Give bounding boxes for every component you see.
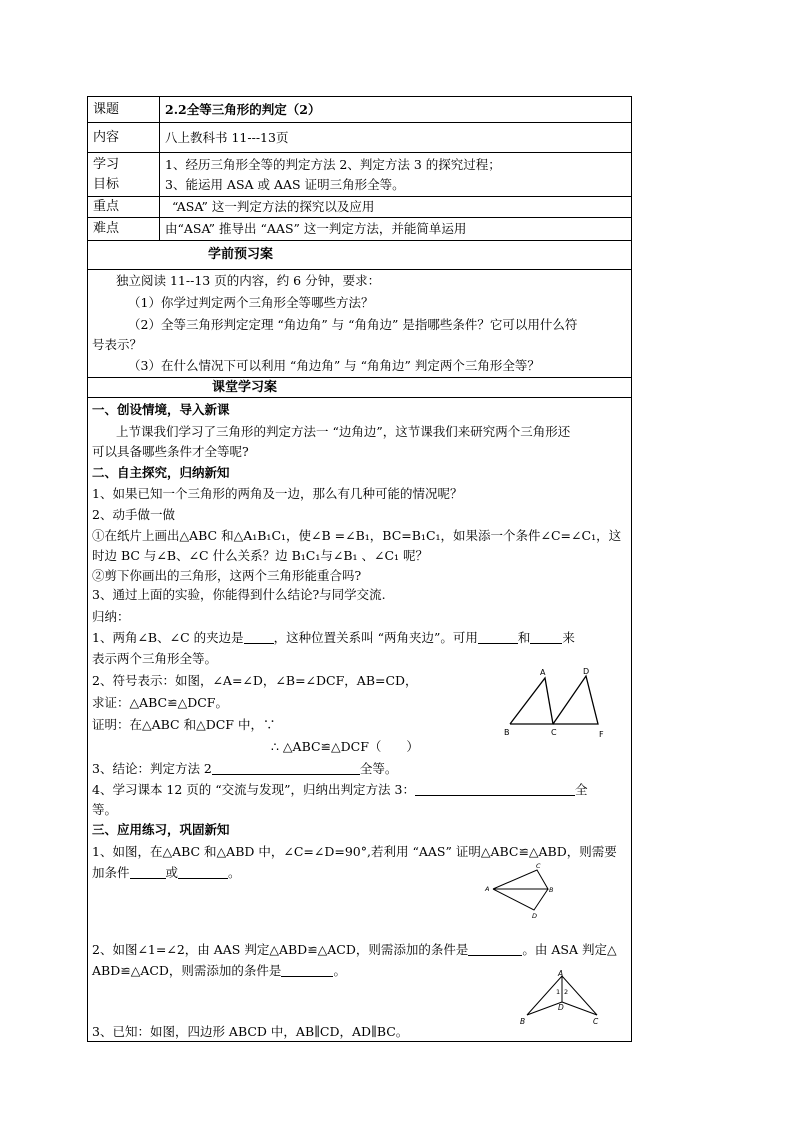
blank-e2-asa[interactable] (281, 963, 333, 977)
line-5: ②剪下你画出的三角形，这两个三角形能重合吗? (92, 568, 362, 583)
s1-line-b: 可以具备哪些条件才全等呢? (92, 444, 249, 459)
fig2-label-a: A (485, 885, 490, 893)
e1-part-b: 加条件 (92, 865, 130, 880)
line-6: 3、通过上面的实验，你能得到什么结论?与同学交流. (92, 587, 386, 602)
line-2: 2、动手做一做 (92, 507, 175, 522)
e2-part-c: ABD≌△ACD，则需添加的条件是 (92, 963, 282, 978)
line-15-part-a: 4、学习课本 12 页的 “交流与发现”，归纳出判定方法 3： (92, 782, 415, 797)
goal-line-2: 3、能运用 ASA 或 AAS 证明三角形全等。 (165, 177, 405, 192)
row-topic (88, 97, 631, 123)
fig1-label-b: B (504, 728, 510, 737)
preview-title: 学前预习案 (208, 247, 274, 262)
blank-method-2[interactable] (212, 761, 360, 775)
fig2-label-c: C (536, 862, 541, 870)
fig1-label-c: C (551, 728, 557, 737)
line-14 (92, 757, 397, 780)
goals-label-line1: 学习 (93, 157, 120, 172)
exercise-2-line-b (92, 959, 346, 982)
preview-q1: （1）你学过判定两个三角形全等哪些方法？ (128, 295, 374, 310)
row-difficulty (88, 218, 631, 241)
blank-e2-aas[interactable] (468, 942, 522, 956)
topic-value: 2.2全等三角形的判定（2） (165, 102, 321, 117)
goals-value (165, 153, 627, 195)
line-3: ①在纸片上画出△ABC 和△A₁B₁C₁，使∠B =∠B₁，BC=B₁C₁，如果添一个条件∠C=∠C₁，这 (92, 528, 622, 543)
preview-q2b: 号表示？ (92, 337, 143, 352)
line-7: 归纳： (92, 609, 130, 624)
key-label: 重点 (88, 197, 160, 217)
topic-label: 课题 (88, 97, 160, 122)
blank-e1-condition-1[interactable] (130, 865, 166, 879)
line-1: 1、如果已知一个三角形的两角及一边，那么有几种可能的情况呢？ (92, 486, 463, 501)
e2-part-b: 。由 ASA 判定△ (522, 942, 617, 957)
difficulty-label: 难点 (88, 218, 160, 240)
fig3-label-c: C (593, 1017, 599, 1026)
row-preview-title (88, 241, 631, 270)
row-key (88, 197, 631, 218)
line-8 (92, 626, 575, 649)
preview-q3: （3）在什么情况下可以利用 “角边角” 与 “角角边” 判定两个三角形全等？ (128, 358, 540, 373)
row-preview-content (88, 270, 631, 378)
line-11: 求证：△ABC≌△DCF。 (92, 695, 228, 710)
classroom-title: 课堂学习案 (212, 380, 278, 395)
goals-label-line2: 目标 (93, 177, 120, 192)
figure-angle-bisector (515, 970, 605, 1030)
line-16: 等。 (92, 802, 118, 817)
fig3-label-a: A (558, 970, 564, 978)
content-value: 八上教科书 11---13页 (165, 130, 289, 145)
goals-label (88, 153, 160, 196)
fig3-label-b: B (520, 1017, 526, 1026)
s1-line-a: 上节课我们学习了三角形的判定方法一 “边角边”，这节课我们来研究两个三角形还 (116, 424, 571, 439)
blank-notation-1[interactable] (478, 630, 518, 644)
section-2-title: 二、自主探究，归纳新知 (92, 465, 230, 480)
triangle-abc-small (493, 870, 548, 889)
line-8-part-d: 来 (562, 630, 575, 645)
goal-line-1: 1、经历三角形全等的判定方法 2、判定方法 3 的探究过程； (165, 157, 501, 172)
blank-method-3[interactable] (415, 782, 575, 796)
line-4: 时边 BC 与∠B、∠C 什么关系？边 B₁C₁与∠B₁ 、∠C₁ 呢？ (92, 548, 429, 563)
fig1-label-a: A (540, 668, 546, 677)
row-classroom-title (88, 378, 631, 398)
line-12: 证明：在△ABC 和△DCF 中，∵ (92, 717, 276, 732)
triangle-dcf (553, 676, 598, 724)
exercise-1-line-a: 1、如图，在△ABC 和△ABD 中，∠C=∠D=90°,若利用 “AAS” 证明△ABC≌△ABD，则需要 (92, 844, 617, 859)
fig2-label-d: D (532, 912, 538, 920)
section-3-title: 三、应用练习，巩固新知 (92, 822, 230, 837)
difficulty-value: 由“ASA” 推导出 “AAS” 这一判定方法，并能简单运用 (165, 221, 467, 236)
key-value: “ASA” 这一判定方法的探究以及应用 (172, 199, 375, 214)
e1-part-d: 。 (228, 865, 241, 880)
line-8-part-c: 和 (517, 630, 531, 645)
fig2-label-b: B (549, 886, 554, 894)
fig3-label-d: D (558, 1003, 564, 1012)
line-13: ∴ △ABC≌△DCF（ ） (271, 739, 419, 754)
fig1-label-d: D (583, 667, 590, 676)
line-15-part-b: 全 (575, 782, 588, 797)
fig3-label-angle-1: 1 (556, 988, 561, 996)
figure-triangles-abc-dcf (500, 662, 618, 742)
preview-q2a: （2）全等三角形判定定理 “角边角” 与 “角角边” 是指哪些条件？它可以用什么符 (128, 317, 578, 332)
exercise-1-line-b (92, 861, 241, 884)
triangle-abd-small (493, 889, 548, 910)
fig3-label-angle-2: 2 (564, 988, 569, 996)
figure-triangles-abc-abd (482, 858, 562, 922)
line-8-part-b: ，这种位置关系叫 “两角夹边”。可用 (273, 630, 478, 645)
content-label: 内容 (88, 123, 160, 152)
section-1-title: 一、创设情境，导入新课 (92, 402, 230, 417)
preview-intro: 独立阅读 11--13 页的内容，约 6 分钟，要求： (116, 273, 381, 288)
blank-notation-2[interactable] (530, 630, 562, 644)
exercise-2-line-a (92, 938, 617, 961)
line-14-part-b: 全等。 (359, 761, 398, 776)
e2-part-d: 。 (333, 963, 346, 978)
line-8-part-a: 1、两角∠B、∠C 的夹边是 (92, 630, 244, 645)
exercise-3-line: 3、已知：如图，四边形 ABCD 中，AB∥CD，AD∥BC。 (92, 1024, 409, 1039)
line-14-part-a: 3、结论：判定方法 2 (92, 761, 212, 776)
blank-included-side[interactable] (244, 630, 274, 644)
row-content (88, 123, 631, 153)
row-goals (88, 153, 631, 197)
fig1-label-f: F (599, 730, 604, 739)
line-15 (92, 778, 588, 801)
e1-part-c: 或 (165, 865, 179, 880)
triangle-abc (510, 678, 553, 724)
blank-e1-condition-2[interactable] (178, 865, 228, 879)
e2-part-a: 2、如图∠1=∠2，由 AAS 判定△ABD≌△ACD，则需添加的条件是 (92, 942, 469, 957)
line-9: 表示两个三角形全等。 (92, 651, 218, 666)
line-10: 2、符号表示：如图，∠A=∠D，∠B=∠DCF，AB=CD， (92, 673, 418, 688)
